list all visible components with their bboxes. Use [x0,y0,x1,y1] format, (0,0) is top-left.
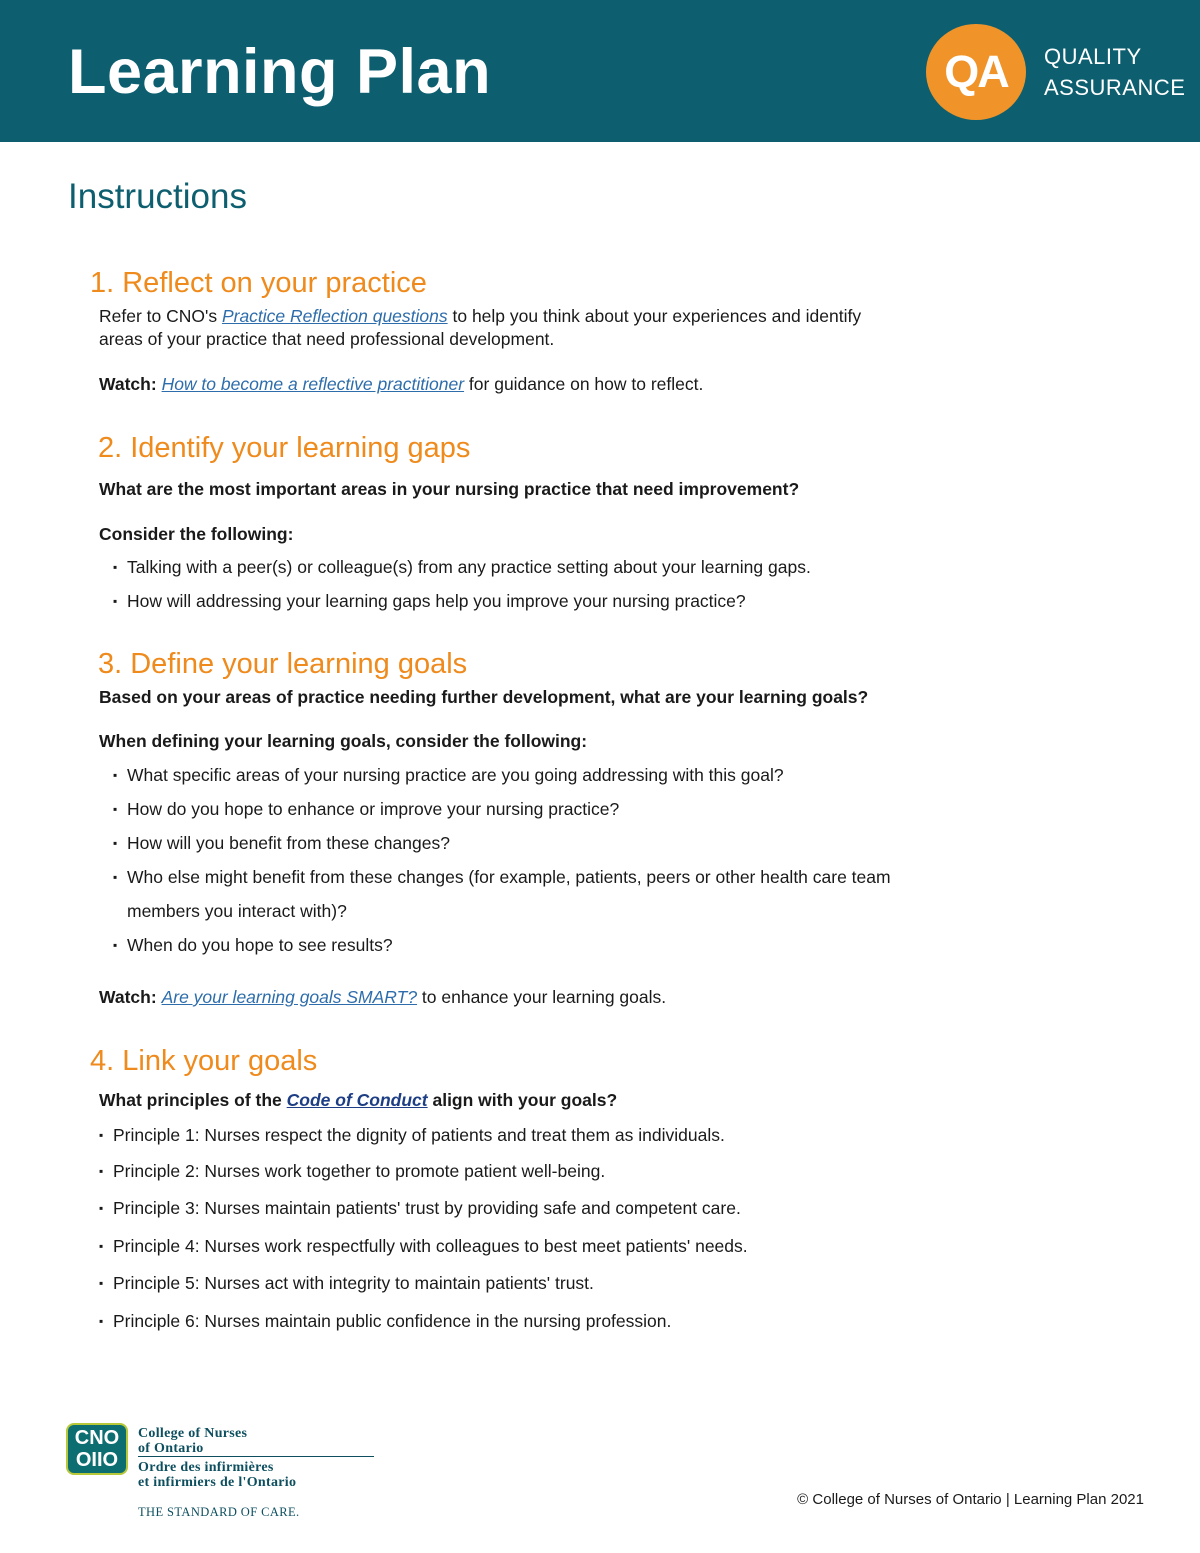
section-4-title: 4. Link your goals [90,1045,318,1077]
cno-name-fr-line2: et infirmiers de l'Ontario [138,1475,297,1490]
cno-name-fr-line1: Ordre des infirmières [138,1460,274,1475]
cno-mark-top: CNO [74,1427,120,1449]
principle-item: ▪ Principle 3: Nurses maintain patients' trust by providing safe and competent care. [99,1198,741,1218]
list-item: ▪ How will addressing your learning gaps help you improve your nursing practice? [113,591,746,611]
principle-text: Principle 1: Nurses respect the dignity of patients and treat them as individuals. [113,1125,725,1145]
watch-text: for guidance on how to reflect. [464,374,704,394]
question-text-after: align with your goals? [427,1090,618,1110]
section-3-consider: When defining your learning goals, consider the following: [99,731,588,751]
cno-logo [66,1423,366,1523]
header-banner [0,0,1200,142]
principle-text: Principle 2: Nurses work together to promote patient well-being. [113,1161,606,1181]
list-item: ▪ How do you hope to enhance or improve your nursing practice? [113,799,620,819]
section-3-title: 3. Define your learning goals [98,648,468,680]
section-3-watch [99,986,666,1009]
qa-logo-icon: QA [926,24,1026,120]
list-item-text: How will addressing your learning gaps help you improve your nursing practice? [127,591,746,611]
page-heading: Instructions [68,177,247,216]
principle-item: ▪ Principle 4: Nurses work respectfully with colleagues to best meet patients' needs. [99,1236,748,1256]
principle-item: ▪ Principle 2: Nurses work together to promote patient well-being. [99,1161,606,1181]
cno-name-en-line1: College of Nurses [138,1426,248,1441]
document-title: Learning Plan [68,37,492,107]
cno-mark-bottom: OIIO [75,1449,119,1471]
list-item: ▪ What specific areas of your nursing practice are you going addressing with this goal? [113,765,784,785]
cno-name-english [138,1426,247,1456]
qa-logo-text [1044,41,1185,103]
principle-item: ▪ Principle 6: Nurses maintain public confidence in the nursing profession. [99,1311,672,1331]
principle-text: Principle 3: Nurses maintain patients' trust by providing safe and competent care. [113,1198,741,1218]
principle-text: Principle 6: Nurses maintain public confidence in the nursing profession. [113,1311,672,1331]
section-2-title: 2. Identify your learning gaps [98,432,471,464]
principle-item: ▪ Principle 1: Nurses respect the dignity of patients and treat them as individuals. [99,1125,725,1145]
qa-logo-line1: QUALITY [1044,44,1142,69]
section-3-question: Based on your areas of practice needing further development, what are your learning goals? [99,687,869,707]
question-text: What principles of the [99,1090,287,1110]
section-1-text-after: to help you think about your experiences and identify [447,306,862,326]
section-1-paragraph-line2: areas of your practice that need professional development. [99,329,555,349]
section-1-paragraph [99,305,861,328]
principle-text: Principle 5: Nurses act with integrity to maintain patients' trust. [113,1273,594,1293]
cno-logo-icon [66,1423,128,1475]
cno-name-en-line2: of Ontario [138,1441,204,1456]
list-item-text: Talking with a peer(s) or colleague(s) from any practice setting about your learning gaps. [127,557,811,577]
watch-label: Watch: [99,374,157,394]
list-item-text: How do you hope to enhance or improve your nursing practice? [127,799,620,819]
watch-text: to enhance your learning goals. [417,987,667,1007]
reflective-practitioner-link[interactable]: How to become a reflective practitioner [161,374,465,394]
cno-divider [138,1456,374,1457]
quality-assurance-logo [926,24,1186,120]
list-item: ▪ When do you hope to see results? [113,935,393,955]
list-item-text: How will you benefit from these changes? [127,833,450,853]
section-1-watch [99,373,703,396]
list-item: ▪ Talking with a peer(s) or colleague(s) from any practice setting about your learning gaps. [113,557,811,577]
list-item-continuation: members you interact with)? [127,901,347,921]
code-of-conduct-link[interactable]: Code of Conduct [286,1090,428,1110]
list-item-text: Who else might benefit from these changes (for example, patients, peers or other health care team [127,867,891,887]
section-4-question [99,1089,617,1112]
cno-name-french [138,1460,296,1490]
principle-item: ▪ Principle 5: Nurses act with integrity to maintain patients' trust. [99,1273,594,1293]
cno-tagline: THE STANDARD OF CARE. [138,1505,300,1519]
smart-goals-link[interactable]: Are your learning goals SMART? [161,987,418,1007]
section-1-text: Refer to CNO's [99,306,222,326]
list-item-text: What specific areas of your nursing practice are you going addressing with this goal? [127,765,784,785]
list-item: ▪ How will you benefit from these changes? [113,833,450,853]
watch-label: Watch: [99,987,157,1007]
practice-reflection-link[interactable]: Practice Reflection questions [221,306,448,326]
section-2-question: What are the most important areas in your nursing practice that need improvement? [99,479,800,499]
section-2-consider: Consider the following: [99,524,294,544]
copyright-note: © College of Nurses of Ontario | Learning Plan 2021 [797,1491,1144,1508]
qa-logo-line2: ASSURANCE [1044,75,1186,100]
list-item: ▪ Who else might benefit from these changes (for example, patients, peers or other health care team [113,867,891,887]
principle-text: Principle 4: Nurses work respectfully with colleagues to best meet patients' needs. [113,1236,748,1256]
section-1-title: 1. Reflect on your practice [90,267,427,299]
list-item-text: When do you hope to see results? [127,935,393,955]
